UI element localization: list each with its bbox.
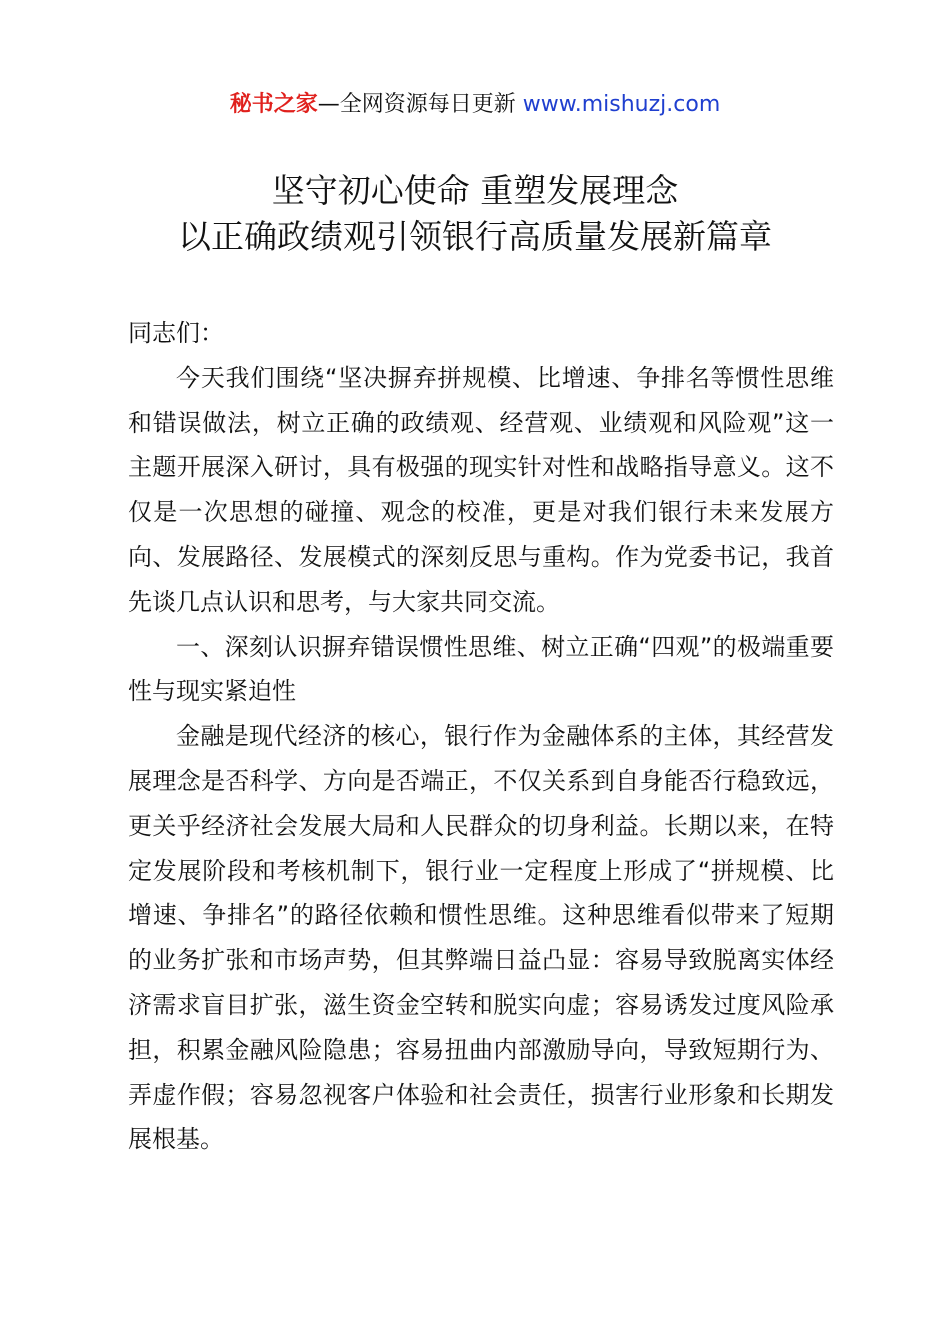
site-header [0, 90, 950, 120]
site-tagline: —全网资源每日更新 [317, 92, 523, 117]
title-line-1: 坚守初心使命 重塑发展理念 [271, 171, 679, 210]
site-brand: 秘书之家 [229, 92, 318, 117]
site-url-link[interactable]: www.mishuzj.com [522, 92, 721, 117]
paragraph-intro: 今天我们围绕“坚决摒弃拼规模、比增速、争排名等惯性思维和错误做法，树立正确的政绩观、经营观、业绩观和风险观”这一主题开展深入研讨，具有极强的现实针对性和战略指导意义。这不仅是一次思想的碰撞、观念的校准，更是对我们银行未来发展方向、发展路径、发展模式的深刻反思与重构。作为党委书记，我首先谈几点认识和思考，与大家共同交流。 [128, 363, 834, 616]
document-title [0, 168, 950, 260]
salutation: 同志们： [128, 319, 224, 347]
document-body [128, 311, 834, 1162]
paragraph-section-1: 金融是现代经济的核心，银行作为金融体系的主体，其经营发展理念是否科学、方向是否端正，不仅关系到自身能否行稳致远，更关乎经济社会发展大局和人民群众的切身利益。长期以来，在特定发展阶段和考核机制下，银行业一定程度上形成了“拼规模、比增速、争排名”的路径依赖和惯性思维。这种思维看似带来了短期的业务扩张和市场声势，但其弊端日益凸显：容易导致脱离实体经济需求盲目扩张，滋生资金空转和脱实向虚；容易诱发过度风险承担，积累金融风险隐患；容易扭曲内部激励导向，导致短期行为、弄虚作假；容易忽视客户体验和社会责任，损害行业形象和长期发展根基。 [128, 722, 834, 1154]
title-line-2: 以正确政绩观引领银行高质量发展新篇章 [178, 217, 772, 256]
section-heading-1: 一、深刻认识摒弃错误惯性思维、树立正确“四观”的极端重要性与现实紧迫性 [128, 632, 834, 706]
